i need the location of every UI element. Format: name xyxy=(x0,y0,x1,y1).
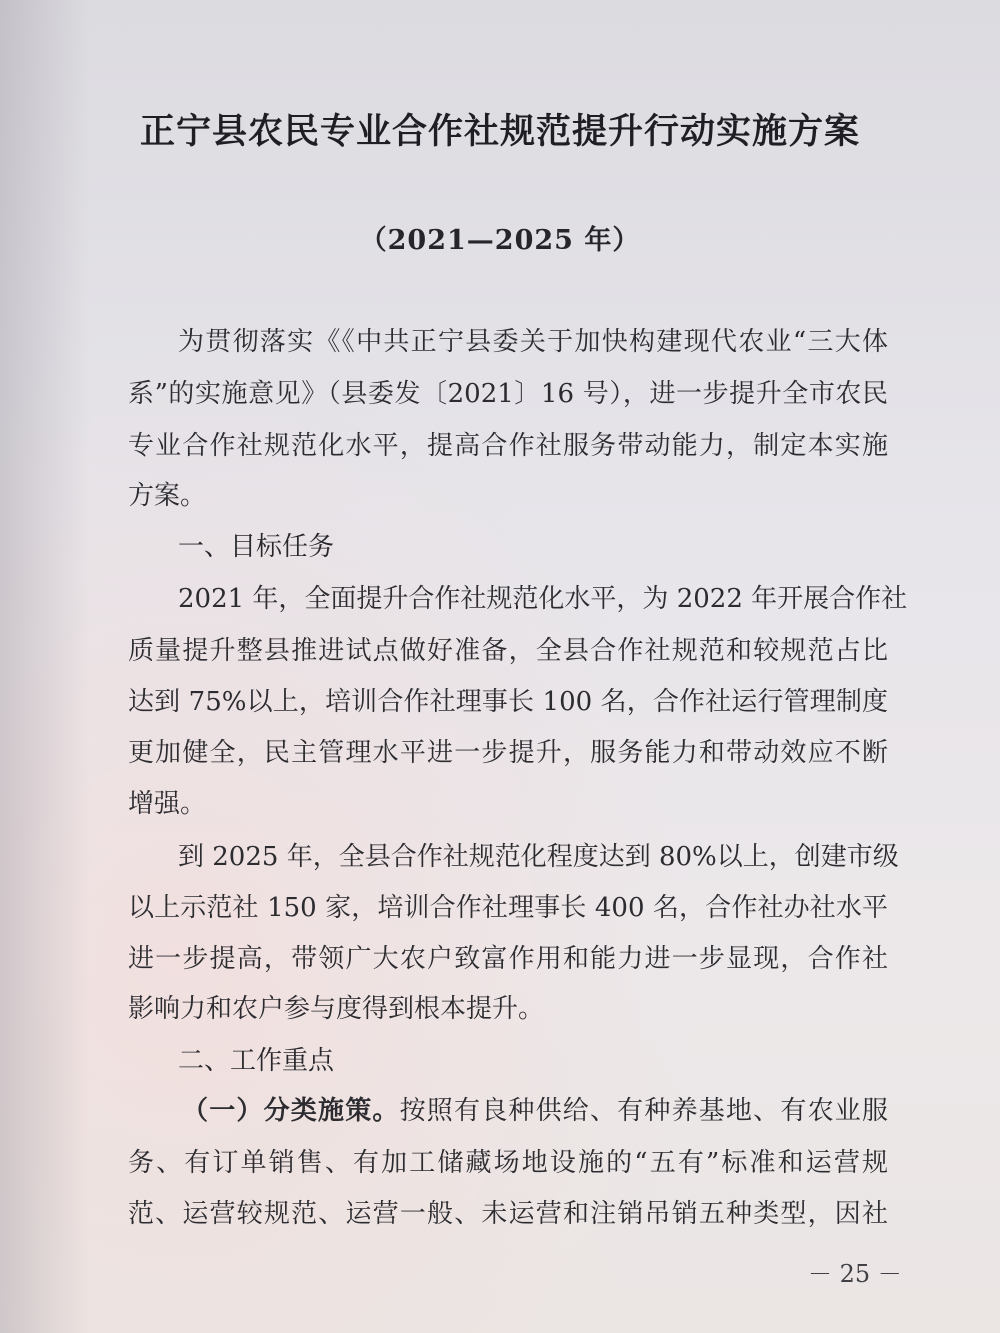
subsection-line: 范、运营较规范、运营一般、未运营和注销吊销五种类型，因社 xyxy=(128,1199,888,1229)
paragraph-2021-line: 2021 年，全面提升合作社规范化水平，为 2022 年开展合作社 xyxy=(178,584,908,614)
page-number: － 25 － xyxy=(808,1260,902,1288)
paragraph-2021-line: 质量提升整县推进试点做好准备，全县合作社规范和较规范占比 xyxy=(128,636,888,666)
paragraph-2025-line: 到 2025 年，全县合作社规范化程度达到 80%以上，创建市级 xyxy=(178,842,899,872)
section-heading-priorities: 二、工作重点 xyxy=(178,1046,335,1076)
document-subtitle: （2021—2025 年） xyxy=(359,225,641,256)
document-title: 正宁县农民专业合作社规范提升行动实施方案 xyxy=(139,111,860,152)
section-heading-goals: 一、目标任务 xyxy=(178,532,335,562)
subsection-first-line xyxy=(182,1093,888,1129)
subsection-line: 务、有订单销售、有加工储藏场地设施的“五有”标准和运营规 xyxy=(128,1148,888,1178)
intro-line: 系”的实施意见》（县委发〔2021〕16 号），进一步提升全市农民 xyxy=(128,379,888,409)
intro-line: 方案。 xyxy=(128,481,207,511)
paragraph-2025-line: 影响力和农户参与度得到根本提升。 xyxy=(128,994,545,1024)
paragraph-2021-line: 达到 75%以上，培训合作社理事长 100 名，合作社运行管理制度 xyxy=(128,687,888,717)
intro-line: 专业合作社规范化水平，提高合作社服务带动能力，制定本实施 xyxy=(128,431,888,461)
paragraph-2021-line: 更加健全，民主管理水平进一步提升，服务能力和带动效应不断 xyxy=(128,738,888,768)
subsection-first-rest: 按照有良种供给、有种养基地、有农业服 xyxy=(399,1096,888,1126)
intro-line: 为贯彻落实《《中共正宁县委关于加快构建现代农业“三大体 xyxy=(178,327,888,357)
subsection-label: （一）分类施策。 xyxy=(182,1096,400,1126)
page-shadow xyxy=(0,0,90,1333)
paragraph-2021-line: 增强。 xyxy=(128,789,207,819)
paragraph-2025-line: 进一步提高，带领广大农户致富作用和能力进一步显现，合作社 xyxy=(128,944,888,974)
paragraph-2025-line: 以上示范社 150 家，培训合作社理事长 400 名，合作社办社水平 xyxy=(128,893,888,923)
